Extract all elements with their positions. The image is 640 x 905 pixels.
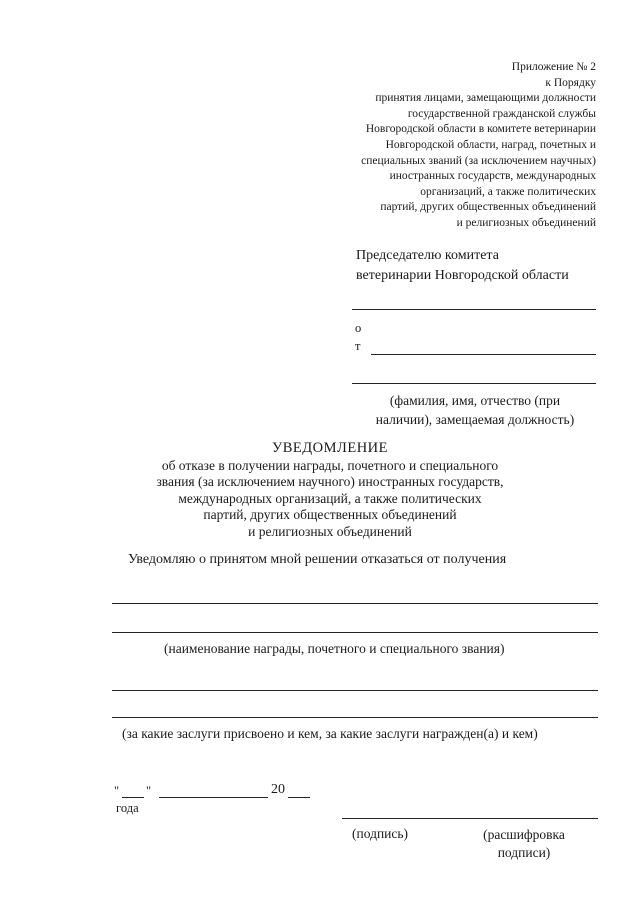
award-blank-line-2[interactable] [112, 632, 598, 633]
title-line: об отказе в получении награды, почетного и специального [161, 457, 499, 473]
date-year-prefix: 20 [271, 782, 285, 797]
date-year-line[interactable] [288, 797, 310, 798]
appendix-line: Новгородской области в комитете ветеринарии [365, 123, 596, 136]
decoding-label-line-2: подписи) [497, 845, 551, 860]
addressee-hint [355, 391, 595, 429]
date-day-line[interactable] [122, 797, 144, 798]
title-line: партий, других общественных объединений [203, 507, 457, 522]
award-hint: (наименование награды, почетного и специального звания) [164, 641, 505, 656]
title-line: звания (за исключением научного) иностранных государств, [156, 474, 504, 489]
merit-blank-line-1[interactable] [112, 690, 598, 691]
appendix-line: Новгородской области, наград, почетных и [385, 138, 596, 151]
name-blank-line[interactable] [352, 383, 596, 384]
document-title [140, 440, 520, 540]
appendix-line: принятия лицами, замещающими должности [375, 92, 596, 105]
date-month-line[interactable] [159, 797, 268, 798]
merit-hint: (за какие заслуги присвоено и кем, за какие заслуги награжден(а) и кем) [122, 726, 538, 741]
date-quote-close: " [146, 784, 152, 798]
appendix-line: специальных званий (за исключением научных) [361, 154, 596, 167]
from-letter-t: т [355, 339, 361, 353]
award-blank-line-1[interactable] [112, 603, 598, 604]
intro-text: Уведомляю о принятом мной решении отказаться от получения [128, 552, 507, 567]
appendix-line: иностранных государств, международных [389, 170, 596, 183]
appendix-header [276, 60, 596, 232]
title-line: и религиозных объединений [248, 523, 412, 539]
appendix-line: государственной гражданской службы [407, 107, 596, 120]
addressee-hint-line-1: (фамилия, имя, отчество (при [389, 393, 561, 408]
addressee-blank-line[interactable] [352, 309, 596, 310]
from-letter-o: о [355, 321, 362, 335]
appendix-line: организаций, а также политических [420, 185, 596, 198]
addressee-hint-line-2: наличии), замещаемая должность) [375, 412, 575, 427]
signature-blank-line[interactable] [342, 818, 598, 819]
from-blank-line[interactable] [371, 354, 596, 355]
title-main: УВЕДОМЛЕНИЕ [271, 440, 389, 456]
appendix-line: и религиозных объединений [456, 216, 596, 229]
title-line: международных организаций, а также политических [178, 490, 482, 506]
appendix-line: Приложение № 2 [511, 61, 596, 73]
date-year-word: года [116, 801, 139, 815]
addressee-line-1: Председателю комитета [356, 248, 499, 263]
appendix-line: к Порядку [545, 76, 596, 89]
decoding-label [468, 826, 580, 862]
decoding-label-line-1: (расшифровка [483, 827, 565, 842]
merit-blank-line-2[interactable] [112, 717, 598, 718]
date-quote-open: " [114, 784, 120, 798]
appendix-line: партий, других общественных объединений [380, 201, 596, 214]
addressee-block [356, 246, 569, 286]
signature-label: (подпись) [352, 826, 409, 841]
addressee-line-2: ветеринарии Новгородской области [356, 268, 569, 283]
